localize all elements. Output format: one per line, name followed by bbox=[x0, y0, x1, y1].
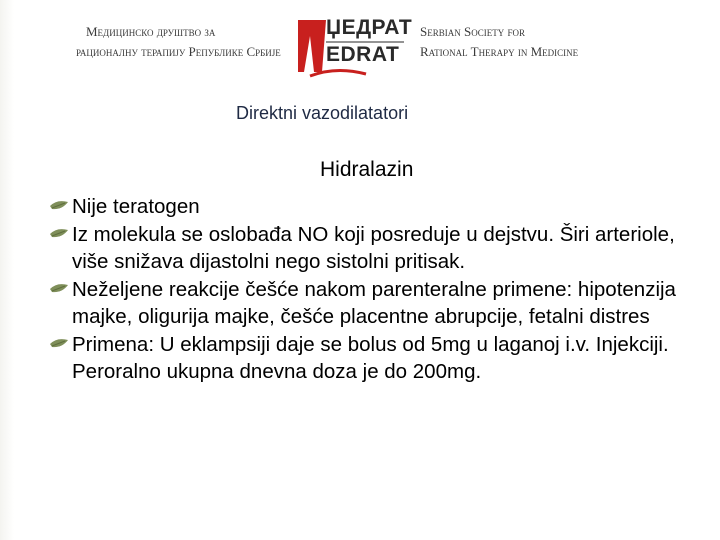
bullet-text: Primena: U eklampsiji daje se bolus od 5mg u laganoj i.v. Injekciji. Peroralno ukupna dnevna doza je do 200mg. bbox=[72, 332, 669, 383]
society-name-english bbox=[420, 22, 590, 62]
society-name-cyrillic bbox=[76, 22, 296, 62]
list-item bbox=[48, 276, 698, 331]
logo-text-latin: EDRAT bbox=[326, 43, 400, 66]
bullet-text: Nije teratogen bbox=[72, 195, 200, 218]
bullet-list bbox=[48, 193, 698, 386]
slide-title: Direktni vazodilatatori bbox=[236, 103, 409, 123]
leaf-bullet-icon bbox=[48, 281, 70, 297]
leaf-bullet-icon bbox=[48, 198, 70, 214]
leaf-bullet-icon bbox=[48, 336, 70, 352]
list-item bbox=[48, 331, 698, 386]
society-header bbox=[70, 14, 590, 80]
slide-subtitle: Hidralazin bbox=[320, 158, 414, 181]
society-name-cyrillic-line1: Медицинско друштво за bbox=[86, 24, 216, 39]
list-item bbox=[48, 221, 698, 276]
society-name-english-line1: Serbian Society for bbox=[420, 24, 525, 39]
leaf-bullet-icon bbox=[48, 226, 70, 242]
society-name-english-line2: Rational Therapy in Medicine bbox=[420, 44, 579, 59]
list-item bbox=[48, 193, 698, 221]
slide-left-decoration bbox=[0, 0, 14, 540]
society-name-cyrillic-line2: рационалну терапију Републике Србије bbox=[76, 44, 281, 59]
logo-text-cyrillic: ЏЕДРАТ bbox=[326, 16, 413, 39]
medrat-logo bbox=[296, 14, 413, 80]
bullet-text: Iz molekula se oslobađa NO koji posreduje u dejstvu. Širi arteriole, više snižava dijastolni nego sistolni pritisak. bbox=[72, 222, 675, 273]
bullet-text: Neželjene reakcije češće nakom parenteralne primene: hipotenzija majke, oligurija majke, češće placentne abrupcije, fetalni distres bbox=[72, 277, 676, 328]
